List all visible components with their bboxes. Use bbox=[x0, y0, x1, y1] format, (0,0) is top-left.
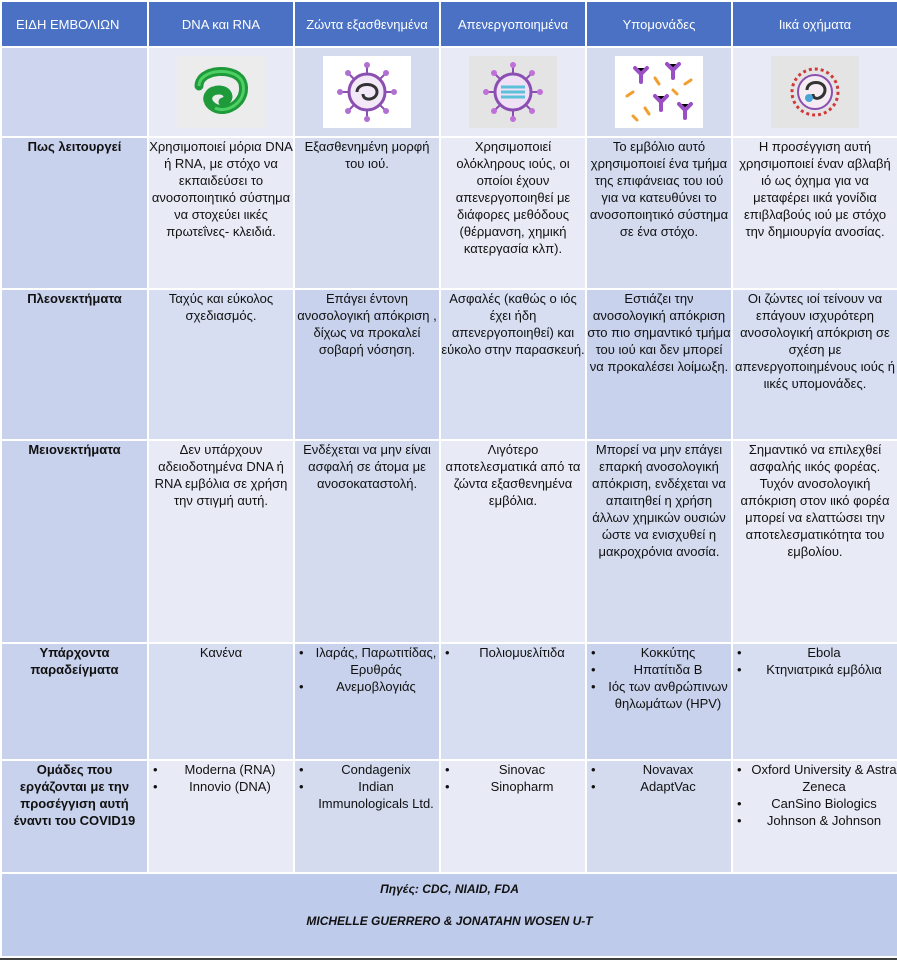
cell-how-live-attenuated: Εξασθενημένη μορφή του ιού. bbox=[294, 137, 440, 289]
header-vaccine-types: ΕΙΔΗ ΕΜΒΟΛΙΩΝ bbox=[1, 1, 148, 47]
inactivated-virus-illustration bbox=[469, 56, 557, 128]
cell-how-inactivated: Χρησιμοποιεί ολόκληρους ιούς, οι οποίοι έχουν απενεργοποιηθεί με διάφορες μεθόδους (θέρμανση, χημική κατεργασία κλπ). bbox=[440, 137, 586, 289]
header-subunits: Υπομονάδες bbox=[586, 1, 732, 47]
row-label-advantages: Πλεονεκτήματα bbox=[1, 289, 148, 440]
header-inactivated: Απενεργοποιημένα bbox=[440, 1, 586, 47]
list-examples-live-attenuated bbox=[295, 644, 439, 695]
list-item: • Πολιομυελίτιδα bbox=[441, 644, 585, 661]
row-covid-groups bbox=[1, 760, 897, 873]
cell-cons-inactivated: Λιγότερο αποτελεσματικά από τα ζώντα εξασθενημένα εμβόλια. bbox=[440, 440, 586, 643]
list-item: • AdaptVac bbox=[587, 778, 731, 795]
authors-text: MICHELLE GUERRERO & JONATAHN WOSEN U-T bbox=[306, 914, 593, 928]
row-how-it-works bbox=[1, 137, 897, 289]
list-item: • Novavax bbox=[587, 761, 731, 778]
list-item: • Oxford University & Astra Zeneca bbox=[733, 761, 897, 795]
row-label-how-it-works: Πως λειτουργεί bbox=[1, 137, 148, 289]
subunit-proteins-illustration bbox=[615, 56, 703, 128]
cell-cons-dna-rna: Δεν υπάρχουν αδειοδοτημένα DNA ή RNA εμβόλια σε χρήση την στιγμή αυτή. bbox=[148, 440, 294, 643]
list-groups-subunits bbox=[587, 761, 731, 795]
image-row-label bbox=[1, 47, 148, 137]
row-label-disadvantages: Μειονεκτήματα bbox=[1, 440, 148, 643]
cell-cons-live-attenuated: Ενδέχεται να μην είναι ασφαλή σε άτομα με ανοσοκαταστολή. bbox=[294, 440, 440, 643]
header-viral-vectors: Ιικά οχήματα bbox=[732, 1, 897, 47]
list-examples-viral-vectors bbox=[733, 644, 897, 678]
footer-cell bbox=[1, 873, 897, 957]
list-item: • Κτηνιατρικά εμβόλια bbox=[733, 661, 897, 678]
list-item: • Condagenix bbox=[295, 761, 439, 778]
cell-pros-live-attenuated: Επάγει έντονη ανοσολογική απόκριση , δίχως να προκαλεί σοβαρή νόσηση. bbox=[294, 289, 440, 440]
list-examples-subunits bbox=[587, 644, 731, 712]
list-item: • Ebola bbox=[733, 644, 897, 661]
list-item: • Ιλαράς, Παρωτιτίδας, Ερυθράς bbox=[295, 644, 439, 678]
list-examples-inactivated bbox=[441, 644, 585, 661]
sources-text: Πηγές: CDC, NIAID, FDA bbox=[380, 882, 519, 896]
list-item: • Indian Immunologicals Ltd. bbox=[295, 778, 439, 812]
list-item: • Ηπατίτιδα Β bbox=[587, 661, 731, 678]
list-groups-dna-rna bbox=[149, 761, 293, 795]
list-item: • Sinovac bbox=[441, 761, 585, 778]
list-groups-live-attenuated bbox=[295, 761, 439, 812]
header-dna-rna: DNA και RNA bbox=[148, 1, 294, 47]
cell-how-viral-vectors: Η προσέγγιση αυτή χρησιμοποιεί έναν αβλαβή ιό ως όχημα για να μεταφέρει ιικά γονίδια επιβλαβούς ιού με στόχο την δημιουργία ανοσίας. bbox=[732, 137, 897, 289]
header-row bbox=[1, 1, 897, 47]
cell-pros-dna-rna: Ταχύς και εύκολος σχεδιασμός. bbox=[148, 289, 294, 440]
row-label-existing-examples: Υπάρχοντα παραδείγματα bbox=[1, 643, 148, 760]
cell-cons-subunits: Μπορεί να μην επάγει επαρκή ανοσολογική απόκριση, ενδέχεται να απαιτηθεί η χρήση άλλων χημικών ουσιών ώστε να ενισχυθεί η μακροχρόνια ανοσία. bbox=[586, 440, 732, 643]
cell-pros-inactivated: Ασφαλές (καθώς ο ιός έχει ήδη απενεργοποιηθεί) και εύκολο στην παρασκευή. bbox=[440, 289, 586, 440]
list-item: • Κοκκύτης bbox=[587, 644, 731, 661]
cell-how-dna-rna: Χρησιμοποιεί μόρια DNA ή RNA, με στόχο να εκπαιδεύσει το ανοσοποιητικό σύστημα να στοχεύει ιικές πρωτεΐνες- κλειδιά. bbox=[148, 137, 294, 289]
live-attenuated-virus-illustration bbox=[323, 56, 411, 128]
list-item: • Moderna (RNA) bbox=[149, 761, 293, 778]
list-groups-inactivated bbox=[441, 761, 585, 795]
cell-pros-viral-vectors: Οι ζώντες ιοί τείνουν να επάγουν ισχυρότερη ανοσολογική απόκριση σε σχέση με απενεργοποιημένους ιούς ή ιικές υπομονάδες. bbox=[732, 289, 897, 440]
list-item: • Johnson & Johnson bbox=[733, 812, 897, 829]
row-advantages bbox=[1, 289, 897, 440]
cell-pros-subunits: Εστιάζει την ανοσολογική απόκριση στο πιο σημαντικό τμήμα του ιού και δεν μπορεί να προκαλέσει λοίμωξη. bbox=[586, 289, 732, 440]
list-item: • CanSino Biologics bbox=[733, 795, 897, 812]
cell-how-subunits: Το εμβόλιο αυτό χρησιμοποιεί ένα τμήμα της επιφάνειας του ιού για να κατευθύνει το ανοσοποιητικό σύστημα σε ένα στόχο. bbox=[586, 137, 732, 289]
cell-examples-dna-rna: Κανένα bbox=[148, 643, 294, 760]
image-row bbox=[1, 47, 897, 137]
row-label-covid-groups: Ομάδες που εργάζονται με την προσέγγιση αυτή έναντι του COVID19 bbox=[1, 760, 148, 873]
cell-cons-viral-vectors: Σημαντικό να επιλεχθεί ασφαλής ιικός φορέας. Τυχόν ανοσολογική απόκριση στον ιικό φορέα μπορεί να ελαττώσει την αποτελεσματικότητα του εμβολίου. bbox=[732, 440, 897, 643]
viral-vector-illustration bbox=[771, 56, 859, 128]
footer-row bbox=[1, 873, 897, 957]
list-item: • Ιός των ανθρώπινων θηλωμάτων (HPV) bbox=[587, 678, 731, 712]
header-live-attenuated: Ζώντα εξασθενημένα bbox=[294, 1, 440, 47]
list-groups-viral-vectors bbox=[733, 761, 897, 829]
list-item: • Innovio (DNA) bbox=[149, 778, 293, 795]
dna-rna-illustration bbox=[177, 56, 265, 128]
row-existing-examples bbox=[1, 643, 897, 760]
list-item: • Sinopharm bbox=[441, 778, 585, 795]
row-disadvantages bbox=[1, 440, 897, 643]
list-item: • Ανεμοβλογιάς bbox=[295, 678, 439, 695]
